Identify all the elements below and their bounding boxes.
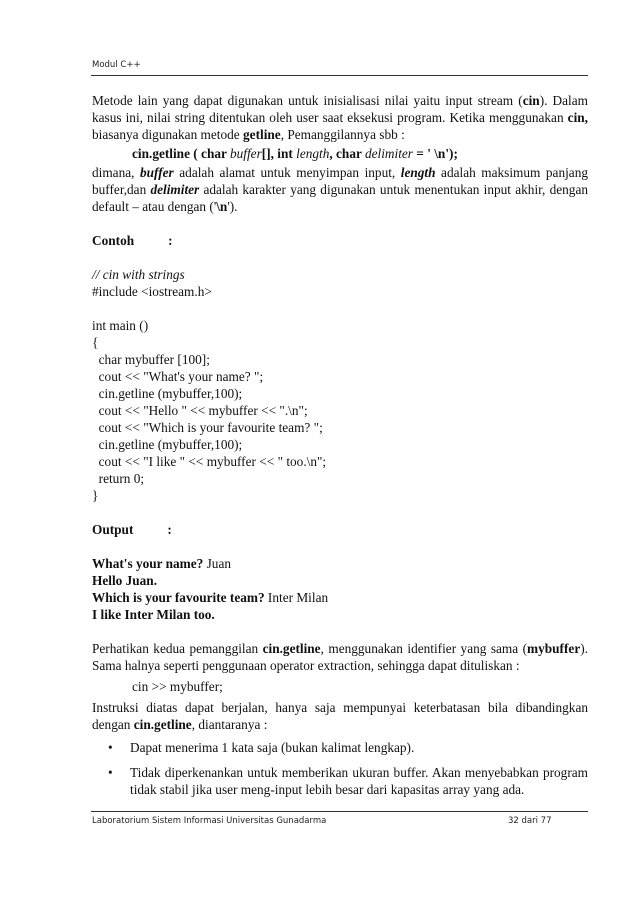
code-line: return 0; [92,471,145,486]
code-block [92,283,588,504]
term-length: length [400,165,436,180]
code-line: } [92,488,99,503]
text: , menggunakan identifier yang sama ( [320,641,528,656]
contoh-heading [92,232,588,249]
spacer [92,504,588,521]
footer-rule [91,811,588,812]
text: Metode lain yang dapat digunakan untuk inisialisasi nilai yaitu input stream ( [92,93,523,108]
heading-label: Contoh [92,233,135,248]
text: , Pemanggilannya sbb : [280,127,405,142]
definition-paragraph [92,164,588,215]
text: Perhatikan kedua pemanggilan [92,641,263,656]
term-getline: cin.getline [133,717,192,732]
text: adalah karakter yang digunakan untuk menentukan input akhir, dengan default – atau dengan (' [92,182,588,214]
bullet-icon: • [108,765,113,780]
text: dimana, [92,165,140,180]
output-input: Inter Milan [264,590,329,605]
syntax-part: cin.getline ( char [132,146,230,161]
code-line: int main () [92,318,149,333]
text: adalah alamat untuk menyimpan input, [173,165,401,180]
footer-institution: Laboratorium Sistem Informasi Universitas Gunadarma [92,816,327,826]
getline-syntax [92,145,588,162]
extraction-example: cin >> mybuffer; [132,679,223,694]
output-input: Juan [203,556,232,571]
code-line: cout << "Hello " << mybuffer << ".\n"; [92,403,308,418]
code-line: cout << "I like " << mybuffer << " too.\n"; [92,454,327,469]
code-line: #include <iostream.h> [92,284,212,299]
code-line: cin.getline (mybuffer,100); [92,386,243,401]
output-line [92,606,588,623]
param-delimiter: delimiter [364,146,413,161]
output-prompt: Which is your favourite team? [92,590,265,605]
code-line: cout << "What's your name? "; [92,369,264,384]
term-cin: cin [522,93,540,108]
spacer [92,538,588,555]
term-mybuffer: mybuffer [527,641,581,656]
code-line: char mybuffer [100]; [92,352,210,367]
code-line [92,300,588,317]
code-comment: // cin with strings [92,267,185,282]
code-line: cin.getline (mybuffer,100); [92,437,243,452]
output-line [92,555,588,572]
spacer [92,249,588,266]
output-line [92,589,588,606]
text: Instruksi diatas dapat berjalan, hanya saja mempunyai keterbatasan bila dibandingkan dengan [92,700,588,732]
output-prompt: What's your name? [92,556,204,571]
param-length: length [296,146,330,161]
heading-colon: : [167,522,172,537]
term-getline: getline [243,127,281,142]
syntax-part: , char [329,146,365,161]
text: ). Dalam kasus ini, nilai string ditentukan oleh user saat eksekusi program. Ketika menggunakan [92,93,588,125]
output-heading [92,521,588,538]
page-content [92,92,588,798]
text: ). Sama halnya seperti penggunaan operator extraction, sehingga dapat dituliskan : [92,641,588,673]
limitation-list [92,739,588,798]
list-item-text: Tidak diperkenankan untuk memberikan ukuran buffer. Akan menyebabkan program tidak stabil jika user meng-input lebih besar dari kapasitas array yang ada. [130,765,588,797]
header-rule [91,75,588,76]
syntax-part: = ' \n'); [412,146,458,161]
spacer [92,623,588,640]
term-cin: cin, [567,110,588,125]
page-number: 32 dari 77 [508,816,552,826]
page-header: Modul C++ [92,60,141,70]
newline-char: \n [216,199,228,214]
code-line: { [92,335,99,350]
output-prompt: Hello Juan. [92,573,158,588]
heading-label: Output [92,522,134,537]
list-item-text: Dapat menerima 1 kata saja (bukan kalimat lengkap). [130,740,415,755]
output-prompt: I like Inter Milan too. [92,607,215,622]
intro-paragraph [92,92,588,143]
code-line: cout << "Which is your favourite team? "; [92,420,323,435]
text: adalah maksimum panjang buffer,dan [92,165,588,197]
comparison-paragraph [92,640,588,674]
list-item [92,739,588,756]
term-getline: cin.getline [262,641,321,656]
list-item [92,764,588,798]
limitation-paragraph [92,699,588,733]
term-buffer: buffer [140,165,174,180]
spacer [92,215,588,232]
term-delimiter: delimiter [150,182,200,197]
heading-colon: : [168,233,173,248]
text: '). [227,199,238,214]
text: , diantaranya : [191,717,268,732]
param-buffer: buffer [230,146,262,161]
bullet-icon: • [108,740,113,755]
syntax-part: [], int [261,146,297,161]
output-line [92,572,588,589]
program-output [92,555,588,623]
text: biasanya digunakan metode [92,127,244,142]
